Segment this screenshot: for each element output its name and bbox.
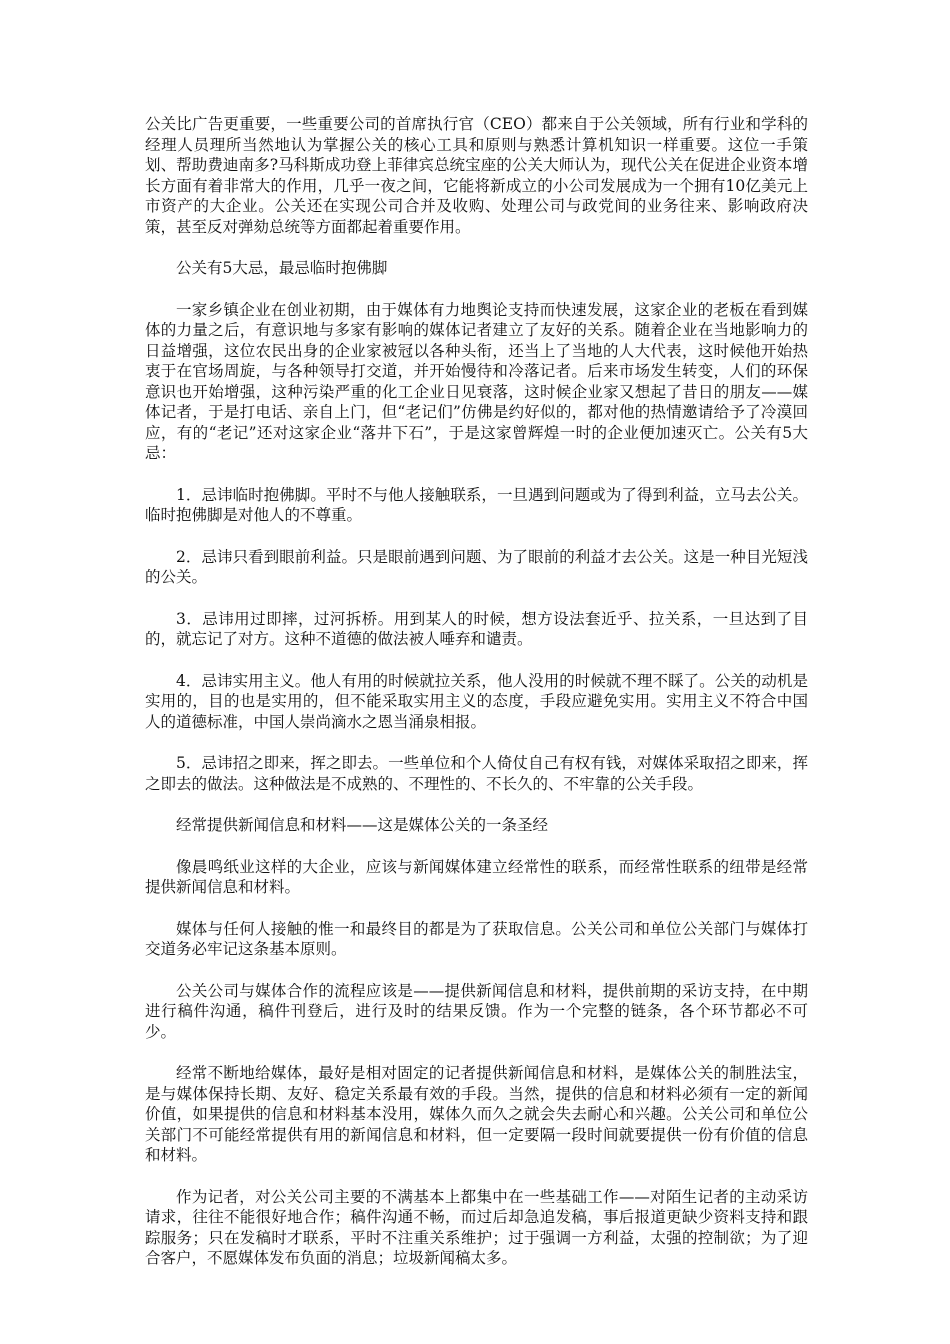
paragraph-story: 一家乡镇企业在创业初期，由于媒体有力地舆论支持而快速发展，这家企业的老板在看到媒体的力量之后，有意识地与多家有影响的媒体记者建立了友好的关系。随着企业在当地影响力的日益增强，这位农民出身的企业家被冠以各种头衔，还当上了当地的人大代表，这时候他开始热衷于在官场周旋，与各种领导打交道，并开始慢待和冷落记者。后来市场发生转变，人们的环保意识也开始增强，这种污染严重的化工企业日见衰落，这时候企业家又想起了昔日的朋友——媒体记者，于是打电话、亲自上门，但“老记们”仿佛是约好似的，都对他的热情邀请给予了冷漠回应，有的“老记”还对这家企业“落井下石”，于是这家曾辉煌一时的企业便加速灭亡。公关有5大忌：	[145, 300, 808, 462]
paragraph-chenming: 像晨鸣纸业这样的大企业，应该与新闻媒体建立经常性的联系，而经常性联系的纽带是经常提供新闻信息和材料。	[145, 857, 808, 896]
paragraph-regular-supply: 经常不断地给媒体，最好是相对固定的记者提供新闻信息和材料，是媒体公关的制胜法宝，是与媒体保持长期、友好、稳定关系最有效的手段。当然，提供的信息和材料必须有一定的新闻价值，如果提供的信息和材料基本没用，媒体久而久之就会失去耐心和兴趣。公关公司和单位公关部门不可能经常提供有用的新闻信息和材料，但一定要隔一段时间就要提供一份有价值的信息和材料。	[145, 1064, 808, 1164]
list-item-taboo-1: 1．忌讳临时抱佛脚。平时不与他人接触联系，一旦遇到问题或为了得到利益，立马去公关。临时抱佛脚是对他人的不尊重。	[145, 485, 808, 524]
section-heading-taboos: 公关有5大忌，最忌临时抱佛脚	[176, 259, 388, 277]
list-item-taboo-2: 2．忌讳只看到眼前利益。只是眼前遇到问题、为了眼前的利益才去公关。这是一种目光短浅的公关。	[145, 547, 808, 586]
list-item-taboo-4: 4．忌讳实用主义。他人有用的时候就拉关系，他人没用的时候就不理不睬了。公关的动机是实用的，目的也是实用的，但不能采取实用主义的态度，手段应避免实用。实用主义不符合中国人的道德标准，中国人崇尚滴水之恩当涌泉相报。	[145, 671, 808, 731]
paragraph-intro: 公关比广告更重要，一些重要公司的首席执行官（CEO）都来自于公关领域，所有行业和学科的经理人员理所当然地认为掌握公关的核心工具和原则与熟悉计算机知识一样重要。这位一手策划、帮助费迪南多?马科斯成功登上菲律宾总统宝座的公关大师认为，现代公关在促进企业资本增长方面有着非常大的作用，几乎一夜之间，它能将新成立的小公司发展成为一个拥有10亿美元上市资产的大企业。公关还在实现公司合并及收购、处理公司与政党间的业务往来、影响政府决策，甚至反对弹劾总统等方面都起着重要作用。	[145, 115, 808, 236]
list-item-taboo-3: 3．忌讳用过即摔，过河拆桥。用到某人的时候，想方设法套近乎、拉关系，一旦达到了目的，就忘记了对方。这种不道德的做法被人唾弃和谴责。	[145, 609, 808, 648]
paragraph-media-purpose: 媒体与任何人接触的惟一和最终目的都是为了获取信息。公关公司和单位公关部门与媒体打交道务必牢记这条基本原则。	[145, 919, 808, 958]
section-heading-news-supply: 经常提供新闻信息和材料——这是媒体公关的一条圣经	[176, 816, 549, 834]
document-body	[145, 114, 808, 1290]
paragraph-reporter-complaints: 作为记者，对公关公司主要的不满基本上都集中在一些基础工作——对陌生记者的主动采访请求，往往不能很好地合作；稿件沟通不畅，而过后却急追发稿，事后报道更缺少资料支持和跟踪服务；只在发稿时才联系，平时不注重关系维护；过于强调一方利益，太强的控制欲；为了迎合客户，不愿媒体发布负面的消息；垃圾新闻稿太多。	[145, 1187, 808, 1267]
paragraph-workflow: 公关公司与媒体合作的流程应该是——提供新闻信息和材料，提供前期的采访支持，在中期进行稿件沟通，稿件刊登后，进行及时的结果反馈。作为一个完整的链条，各个环节都必不可少。	[145, 981, 808, 1041]
list-item-taboo-5: 5．忌讳招之即来，挥之即去。一些单位和个人倚仗自己有权有钱，对媒体采取招之即来，挥之即去的做法。这种做法是不成熟的、不理性的、不长久的、不牢靠的公关手段。	[145, 754, 808, 793]
